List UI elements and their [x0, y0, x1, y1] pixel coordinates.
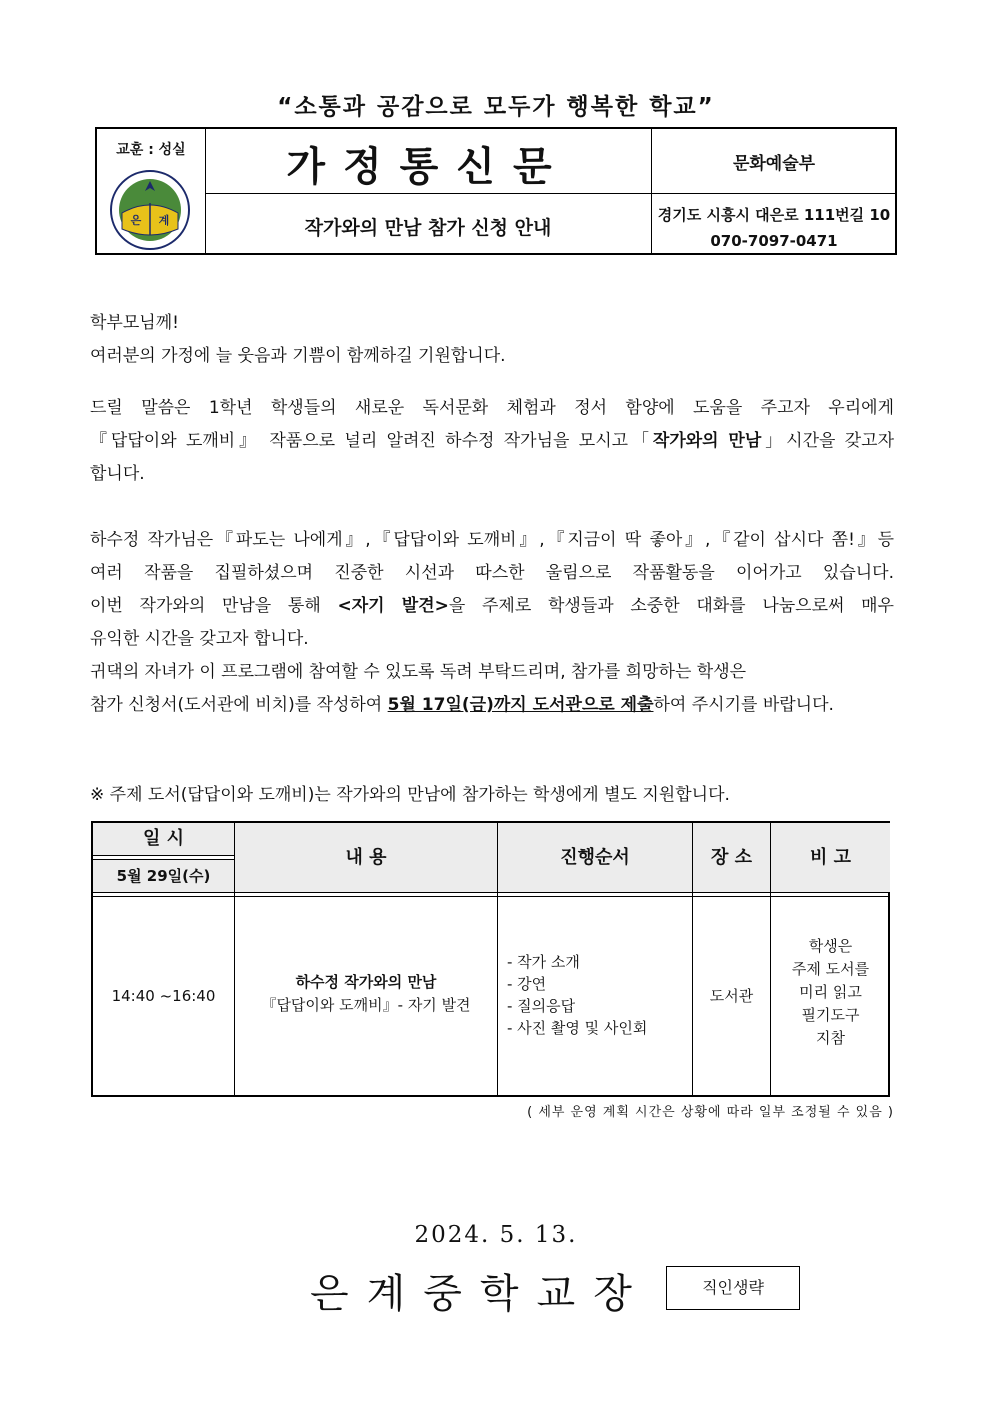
step-item: - 질의응답	[507, 997, 576, 1015]
paragraph-2	[90, 524, 894, 722]
deadline-text: 5월 17일(금)까지 도서관으로 제출	[387, 695, 654, 715]
schedule-footnote: ( 세부 운영 계획 시간은 상황에 따라 일부 조정될 수 있음 )	[527, 1105, 894, 1120]
newsletter-header	[95, 127, 897, 255]
paragraph-1-line-2	[90, 425, 894, 458]
remark-line: 필기도구	[801, 1006, 860, 1024]
school-emblem-icon	[109, 169, 191, 251]
paragraph-2-line-4: 유익한 시간을 갖고자 합니다.	[90, 629, 309, 649]
paragraph-1-line-2-text: 『답답이와 도깨비』 작품으로 널리 알려진 하수정 작가님을 모시고「	[90, 431, 653, 451]
emblem-text-right: 계	[158, 214, 170, 227]
book-support-note: ※ 주제 도서(답답이와 도깨비)는 작가와의 만남에 참가하는 학생에게 별도 지원합니다.	[90, 785, 730, 805]
paragraph-1-line-1: 드릴 말씀은 1학년 학생들의 새로운 독서문화 체험과 정서 함양에 도움을 주고자 우리에게	[90, 398, 894, 418]
paragraph-1-line-2-end: 」시간을 갖고자	[761, 431, 895, 451]
phone: 070-7097-0471	[710, 232, 838, 250]
step-item: - 작가 소개	[507, 953, 580, 971]
paragraph-2-line-3	[90, 590, 894, 623]
theme-text: <자기 발견>	[337, 596, 449, 616]
session-time: 14:40 ~16:40	[111, 987, 216, 1005]
paragraph-1-line-3: 합니다.	[90, 464, 145, 484]
header-date-value: 5월 29일(수)	[93, 860, 234, 892]
header-remarks: 비 고	[771, 823, 890, 892]
page-subtitle: 작가와의 만남 참가 신청 안내	[304, 217, 552, 239]
header-datetime: 일 시	[93, 823, 234, 855]
paragraph-1	[90, 392, 894, 491]
event-name: 작가와의 만남	[652, 431, 762, 451]
school-motto-label: 교훈 : 성실	[116, 142, 186, 158]
session-content	[235, 971, 497, 1017]
principal-signature: 은계중학교장	[310, 1271, 650, 1317]
paragraph-2-line-5: 귀댁의 자녀가 이 프로그램에 참여할 수 있도록 독려 부탁드리며, 참가를 희망하는 학생은	[90, 662, 747, 682]
seal-omitted-box: 직인생략	[666, 1266, 800, 1310]
remark-line: 미리 읽고	[799, 983, 862, 1001]
session-title: 하수정 작가와의 만남	[295, 973, 437, 991]
paragraph-2-line-3-end: 을 주제로 학생들과 소중한 대화를 나눔으로써 매우	[448, 596, 894, 616]
greeting-line-1: 학부모님께!	[90, 313, 179, 333]
page-title: 가정통신문	[286, 144, 570, 190]
session-subtitle: 『답답이와 도깨비』- 자기 발견	[261, 996, 471, 1014]
paragraph-2-line-2: 여러 작품을 집필하셨으며 진중한 시선과 따스한 울림으로 작품활동을 이어가고 있습니다.	[90, 563, 894, 583]
address: 경기도 시흥시 대은로 111번길 10	[657, 206, 891, 224]
paragraph-2-line-6-text: 참가 신청서(도서관에 비치)를 작성하여	[90, 695, 388, 715]
greeting-line-2: 여러분의 가정에 늘 웃음과 기쁨이 함께하길 기원합니다.	[90, 346, 506, 366]
paragraph-2-line-1: 하수정 작가님은『파도는 나에게』,『답답이와 도깨비』,『지금이 딱 좋아』,『같이 삽시다 쫌!』등	[90, 530, 894, 550]
remark-line: 학생은	[808, 937, 853, 955]
school-motto: “소통과 공감으로 모두가 행복한 학교”	[277, 94, 715, 120]
paragraph-2-line-6-end: 하여 주시기를 바랍니다.	[653, 695, 834, 715]
session-remarks	[771, 935, 890, 1050]
header-content: 내 용	[235, 823, 497, 892]
header-place: 장 소	[693, 823, 770, 892]
emblem-text-left: 은	[130, 214, 142, 227]
session-steps	[507, 951, 647, 1039]
contact-info	[651, 202, 897, 254]
issue-date: 2024. 5. 13.	[414, 1222, 578, 1248]
header-order: 진행순서	[498, 823, 692, 892]
paragraph-2-line-6	[90, 689, 894, 722]
department: 문화예술부	[732, 154, 816, 174]
remark-line: 주제 도서를	[791, 960, 870, 978]
greeting	[90, 307, 894, 373]
step-item: - 사진 촬영 및 사인회	[507, 1019, 648, 1037]
session-place: 도서관	[709, 987, 754, 1005]
paragraph-2-line-3-text: 이번 작가와의 만남을 통해	[90, 596, 338, 616]
schedule-table	[91, 821, 890, 1097]
remark-line: 지참	[816, 1029, 845, 1047]
step-item: - 강연	[507, 975, 547, 993]
